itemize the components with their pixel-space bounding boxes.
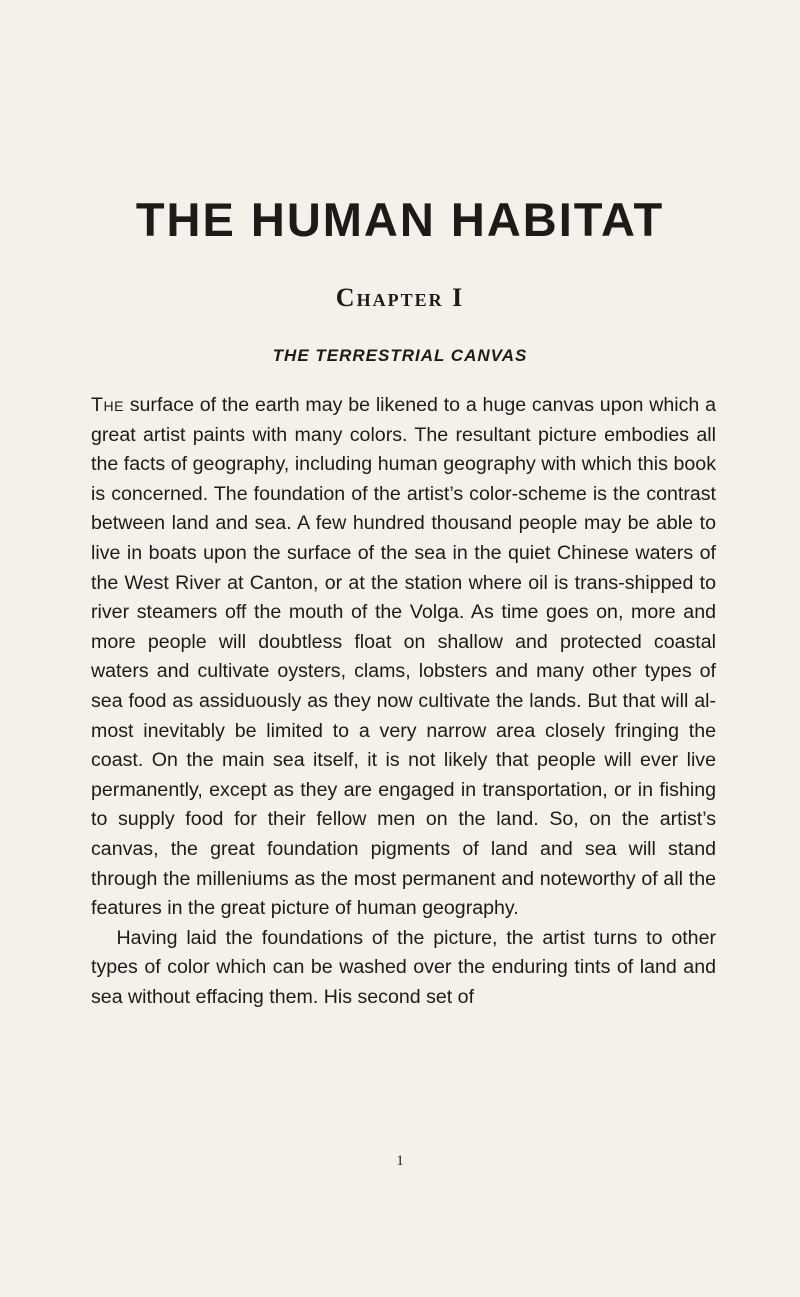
paragraph-lead-word: The <box>91 394 124 416</box>
paragraph-1 <box>91 391 716 924</box>
paragraph-text: surface of the earth may be likened to a huge canvas upon which a great artist paints with many colors. The resultant picture embodies all the facts of geography, including human geography with which this book is concerned. The foundation of the artist’s color-scheme is the contrast between land and sea. A few hundred thousand people may be able to live in boats upon the surface of the sea in the quiet Chinese waters of the West River at Canton, or at the station where oil is trans-shipped to river steamers off the mouth of the Volga. As time goes on, more and more people will doubtless float on shallow and protected coastal waters and cultivate oysters, clams, lobsters and many other types of sea food as assiduously as they now cultivate the lands. But that will almost inevitably be limited to a very narrow area closely fringing the coast. On the main sea itself, it is not likely that people will ever live permanently, except as they are engaged in transportation, or in fishing to supply food for their fellow men on the land. So, on the artist’s canvas, the great foundation pigments of land and sea will stand through the milleniums as the most permanent and noteworthy of all the features in the great picture of human geography. <box>91 394 716 920</box>
chapter-heading: Chapter I <box>335 283 465 312</box>
paragraph-2: Having laid the foundations of the picture, the artist turns to other types of color which can be washed over the enduring tints of land and sea without effacing them. His second set of <box>91 926 716 1008</box>
chapter-subtitle: THE TERRESTRIAL CANVAS <box>272 346 528 365</box>
book-title: THE HUMAN HABITAT <box>135 193 665 246</box>
page-number: 1 <box>396 1153 404 1169</box>
chapter-body <box>91 391 716 1012</box>
